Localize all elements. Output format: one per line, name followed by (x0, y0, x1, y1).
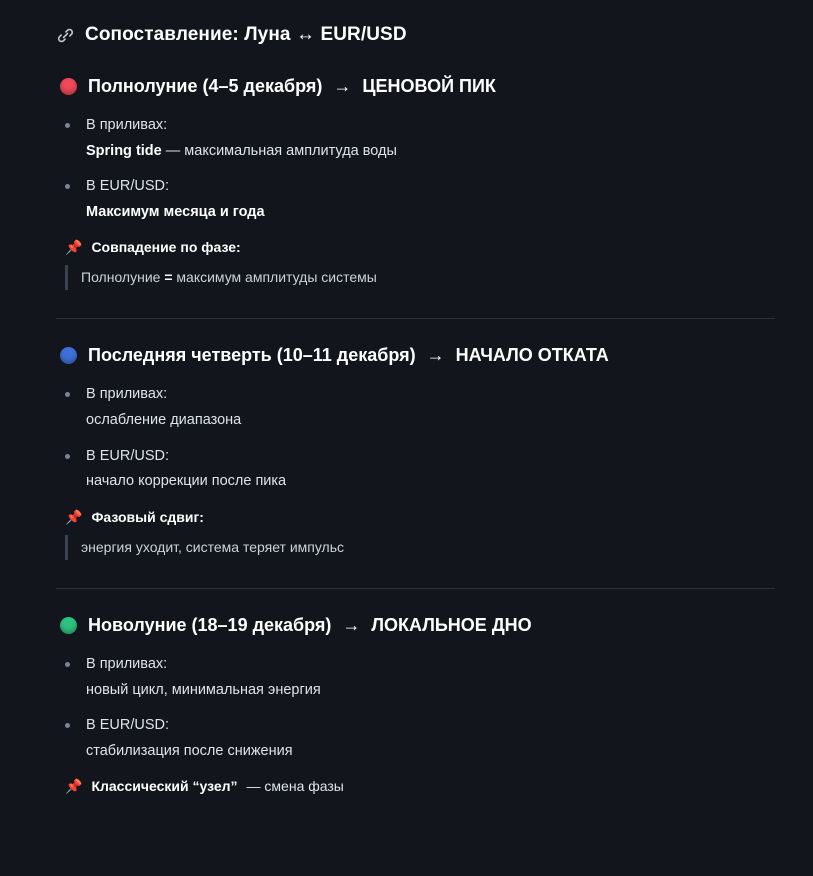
section-heading-main: Полнолуние (4–5 декабря) (88, 76, 323, 96)
list-item (56, 384, 775, 431)
section-heading (60, 345, 775, 366)
blue-dot-icon (60, 347, 77, 364)
arrow-icon: → (342, 614, 361, 635)
section-heading-main: Новолуние (18–19 декабря) (88, 614, 332, 635)
section-heading (60, 76, 775, 97)
section-heading-result: ЛОКАЛЬНОЕ ДНО (371, 614, 532, 635)
list-item (56, 446, 775, 493)
item-label: В приливах: (86, 655, 168, 672)
red-dot-icon (60, 78, 77, 95)
section-heading-result: НАЧАЛО ОТКАТА (455, 345, 609, 366)
section-heading-result: ЦЕНОВОЙ ПИК (362, 76, 496, 96)
section-divider (56, 588, 775, 589)
list-item (56, 654, 775, 701)
item-value: стабилизация после снижения (86, 742, 293, 759)
quote-strong: = (164, 269, 173, 286)
pin-icon: 📌 (65, 239, 83, 256)
item-label: В приливах: (86, 117, 168, 133)
arrow-icon: → (333, 76, 352, 96)
page-title (56, 24, 775, 46)
item-value: ослабление диапазона (86, 412, 242, 429)
item-value: Максимум месяца и года (86, 203, 265, 220)
section-new-moon (56, 615, 775, 794)
list-item (56, 715, 775, 762)
item-label: В EUR/USD: (86, 447, 169, 464)
pin-icon: 📌 (65, 508, 83, 525)
pin-note (65, 778, 775, 794)
item-label: В EUR/USD: (86, 178, 169, 195)
list-item (56, 176, 775, 223)
quote-block (65, 265, 775, 290)
pin-icon: 📌 (65, 778, 83, 795)
quote-post: максимум амплитуды системы (172, 269, 377, 286)
green-dot-icon (60, 617, 77, 634)
item-value-rest: — максимальная амплитуда воды (161, 142, 397, 159)
section-heading-main: Последняя четверть (10–11 декабря) (88, 345, 416, 366)
item-value: начало коррекции после пика (86, 473, 287, 490)
item-value: новый цикл, минимальная энергия (86, 681, 321, 698)
page-title-text: Сопоставление: Луна ↔ EUR/USD (85, 24, 407, 45)
arrow-icon: → (426, 345, 445, 366)
section-divider (56, 318, 775, 319)
link-icon (56, 26, 75, 45)
section-full-moon (56, 76, 775, 319)
item-label: В приливах: (86, 386, 168, 403)
quote-block (65, 535, 775, 560)
item-value (86, 140, 775, 162)
pin-note-text: Совпадение по фазе: (91, 239, 241, 256)
section-last-quarter (56, 345, 775, 588)
pin-note-text: Классический “узел” (91, 778, 238, 795)
item-label: В EUR/USD: (86, 717, 169, 734)
pin-note-tail: — смена фазы (246, 778, 344, 795)
pin-note-text: Фазовый сдвиг: (91, 508, 204, 525)
item-list (56, 115, 775, 223)
section-heading (60, 615, 775, 636)
pin-note (65, 509, 775, 525)
quote-pre: Полнолуние (81, 269, 165, 286)
item-list (56, 384, 775, 492)
pin-note (65, 239, 775, 255)
item-value-strong: Spring tide (86, 142, 162, 159)
list-item (56, 115, 775, 162)
item-list (56, 654, 775, 762)
quote-pre: энергия уходит, система теряет импульс (81, 538, 345, 555)
